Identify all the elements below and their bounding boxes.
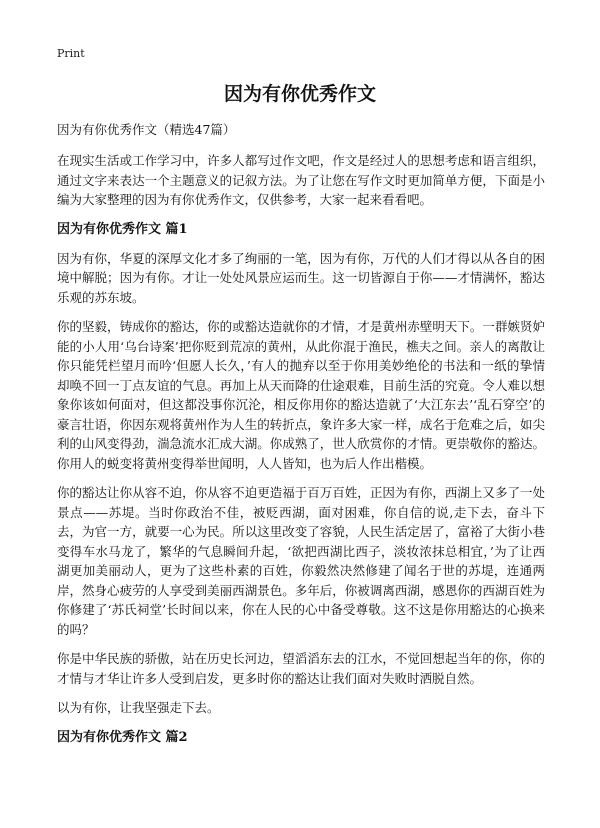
article-subtitle: 因为有你优秀作文（精选47篇） <box>57 122 236 137</box>
section1-paragraph: 你的豁达让你从容不迫，你从容不迫更造福于百万百姓，正因为有你，西湖上又多了一处景点——苏堤。当时你政治不佳，被贬西湖，面对困难，你自信的说,走下去，奋斗下去，为官一方，就要一心为民。所以这里改变了容貌，人民生活定居了，富裕了大街小巷变得车水马龙了，繁华的气息瞬间升起，‘欲把西湖比西子，淡妆浓抹总相宜，’为了让西湖更加美丽动人，更为了这些朴素的百姓，你毅然决然修建了闻名于世的苏堤，连通两岸，然身心疲劳的人享受到美丽西湖景色。多年后，你被调离西湖，感恩你的西湖百姓为你修建了‘苏氏祠堂’长时间以来，你在人民的心中备受尊敬。这不这是你用豁达的心换来的吗？ <box>57 485 545 637</box>
section-heading-1: 因为有你优秀作文 篇1 <box>57 221 188 237</box>
section1-paragraph: 你的坚毅，铸成你的豁达，你的或豁达造就你的才情，才是黄州赤壁明天下。一群嫉贤妒能的小人用‘乌台诗案’把你贬到荒凉的黄州，从此你混于渔民，樵夫之间。亲人的离散让你只能凭栏望月而吟‘但愿人长久，’有人的抛弃以至于你用美妙绝伦的书法和一纸的挚情却唤不回一丁点友谊的气息。再加上从天而降的仕途艰难，目前生活的究竟。令人难以想象你该如何面对，但这都没事你沉沦，相反你用你的豁达造就了‘大江东去’‘乱石穿空’的豪言壮语，你因东观将黄州作为人生的转折点，象许多大家一样，成名于危难之后，如尖利的山风变得劲，湍急流水汇成大湖。你成熟了，世人欣赏你的才情。更崇敬你的豁达。你用人的蜕变将黄州变得举世闻明，人人皆知，也为后人作出楷模。 <box>57 319 545 471</box>
article-body <box>57 120 545 757</box>
section-heading-2: 因为有你优秀作文 篇2 <box>57 729 188 745</box>
section1-paragraph: 因为有你，华夏的深厚文化才多了绚丽的一笔，因为有你，万代的人们才得以从各自的困境中解脱；因为有你。才让一处处风景应运而生。这一切皆源自于你——才情满怀，豁达乐观的苏东坡。 <box>57 250 545 305</box>
section1-paragraph: 以为有你，让我坚强走下去。 <box>57 700 220 715</box>
intro-paragraph: 在现实生活或工作学习中，许多人都写过作文吧，作文是经过人的思想考虑和语言组织，通过文字来表达一个主题意义的记叙方法。为了让您在写作文时更加简单方便，下面是小编为大家整理的因为有你优秀作文，仅供参考，大家一起来看看吧。 <box>57 153 545 207</box>
page-title: 因为有你优秀作文 <box>223 83 376 105</box>
print-link[interactable]: Print <box>57 47 85 60</box>
section1-paragraph: 你是中华民族的骄傲，站在历史长河边，望滔滔东去的江水，不觉回想起当年的你，你的才情与才华让许多人受到启发，更多时你的豁达让我们面对失败时洒脱自然。 <box>57 651 545 686</box>
